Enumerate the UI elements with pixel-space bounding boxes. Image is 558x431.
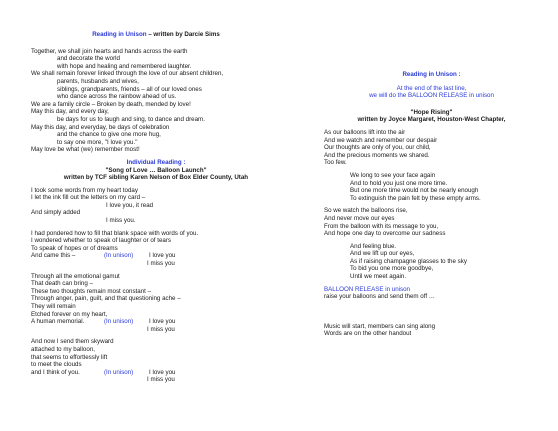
poem-line: with hope and healing and remembered laughter. <box>57 62 192 70</box>
poem-line: And we watch and remember our despair <box>324 136 438 144</box>
poem-line: And now I send them skyward <box>31 338 114 346</box>
poem-hope-rising <box>324 129 539 281</box>
hope-rising-title: "Hope Rising" <box>410 108 453 116</box>
poem-line: to meet the clouds <box>31 361 82 369</box>
poem-line: I let the ink fill out the letters on my card – <box>31 194 146 202</box>
unison-line <box>31 318 281 326</box>
in-unison-cue: (In unison) <box>104 318 134 326</box>
poem-line: Etched forever on my heart, <box>31 310 108 318</box>
poem-line: Together, we shall join hearts and hands across the earth <box>31 47 188 55</box>
poem-line: I love you, it read <box>106 201 154 209</box>
release-note-line-1: At the end of the last line, <box>396 84 467 92</box>
reading-title-label: Reading in Unison <box>92 31 147 38</box>
i-love-you-text: I love you <box>149 252 176 260</box>
poem-line: And feeling blue. <box>350 242 397 250</box>
balloon-release-instruction: raise your balloons and send them off … <box>324 293 435 301</box>
poem-line: To bid you one more goodbye, <box>350 265 434 273</box>
poem-line: And to hold you just one more time. <box>350 179 448 187</box>
unison-line <box>31 369 281 377</box>
poem-line: attached to my balloon, <box>31 345 95 353</box>
poem-line: Our thoughts are only of you, our child, <box>324 144 431 152</box>
poem-line: I miss you. <box>106 217 136 225</box>
song-of-love-title: "Song of Love … Balloon Launch" <box>105 166 207 174</box>
poem-line: We long to see your face again <box>350 171 436 179</box>
i-miss-you-text: I miss you <box>147 376 175 384</box>
poem-line: be days for us to laugh and sing, to dance and dream. <box>57 115 205 123</box>
poem-line: And never move our eyes <box>324 214 395 222</box>
poem-line: So we watch the balloons rise, <box>324 207 408 215</box>
poem-line: Through all the emotional gamut <box>31 272 120 280</box>
footer-note-line-1: Music will start, members can sing along <box>324 322 436 330</box>
unison-line <box>31 252 281 260</box>
reading-title <box>31 31 281 39</box>
reading-title-author: – written by Darcie Sims <box>146 31 220 38</box>
poem-line: And hope one day to overcome our sadness <box>324 230 446 238</box>
poem-line: As if raising champagne glasses to the sky <box>350 257 467 265</box>
poem-line-lead: and I think of you. <box>31 368 80 376</box>
poem-line: We are a family circle – Broken by death, mended by love! <box>31 100 191 108</box>
poem-line: As our balloons lift into the air <box>324 128 406 136</box>
balloon-release-cue: BALLOON RELEASE in unison <box>324 285 410 293</box>
right-column <box>324 0 539 338</box>
poem-song-of-love <box>31 187 281 384</box>
poem-line-lead: A human memorial. <box>31 318 85 326</box>
footer-note-line-2: Words are on the other handout <box>324 330 412 338</box>
poem-line: I had pondered how to fill that blank space with words of you. <box>31 229 199 237</box>
poem-line-lead: And came this – <box>31 252 76 260</box>
i-love-you-text: I love you <box>149 318 176 326</box>
poem-line: May this day, and everyday, be days of celebration <box>31 123 170 131</box>
poem-line: parents, husbands and wives, <box>57 77 139 85</box>
poem-line: And we lift up our eyes, <box>350 250 415 258</box>
in-unison-cue: (In unison) <box>104 252 134 260</box>
i-miss-you-text: I miss you <box>147 260 175 268</box>
poem-line: We shall remain forever linked through the love of our absent children, <box>31 70 224 78</box>
individual-reading-heading: Individual Reading : <box>126 158 186 166</box>
poem-line: siblings, grandparents, friends – all of our loved ones <box>57 85 202 93</box>
poem-line: Too few. <box>324 159 347 167</box>
poem-line: and the chance to give one more hug, <box>57 131 161 139</box>
poem-line: I wondered whether to speak of laughter or of tears <box>31 237 171 245</box>
poem-line: Until we meet again. <box>350 273 407 281</box>
poem-line: that seems to effortlessly lift <box>31 353 108 361</box>
poem-line: But one more time would not be nearly enough <box>350 187 479 195</box>
poem-line: That death can bring – <box>31 280 93 288</box>
poem-line: And the precious moments we shared. <box>324 151 430 159</box>
poem-line: They will remain <box>31 303 76 310</box>
release-note-line-2: we will do the BALLOON RELEASE in unison <box>369 92 494 100</box>
poem-line: who dance across the rainbow ahead of us. <box>57 93 177 101</box>
i-love-you-text: I love you <box>149 368 176 376</box>
poem-line: From the balloon with its message to you, <box>324 222 439 230</box>
song-of-love-byline: written by TCF sibling Karen Nelson of Box Elder County, Utah <box>63 174 249 182</box>
poem-line: May this day, and every day, <box>31 108 109 116</box>
reading-in-unison-heading: Reading in Unison : <box>402 71 461 78</box>
poem-line: May love be what (we) remember most! <box>31 146 140 154</box>
poem-together <box>31 48 281 154</box>
poem-line: These two thoughts remain most constant – <box>31 287 152 295</box>
hope-rising-byline: written by Joyce Margaret, Houston-West Chapter, <box>357 116 506 124</box>
poem-line: and decorate the world <box>57 55 120 63</box>
left-column <box>31 0 281 384</box>
i-miss-you-text: I miss you <box>147 325 175 333</box>
poem-line: And simply added <box>31 209 81 217</box>
in-unison-cue: (In unison) <box>104 368 134 376</box>
poem-line: to say one more, "I love you." <box>57 138 138 146</box>
poem-line: To speak of hopes or of dreams <box>31 244 118 252</box>
poem-line: To extinguish the pain felt by these empty arms. <box>350 194 481 202</box>
poem-line: Through anger, pain, guilt, and that questioning ache – <box>31 295 181 303</box>
poem-line: I took some words from my heart today <box>31 186 138 194</box>
